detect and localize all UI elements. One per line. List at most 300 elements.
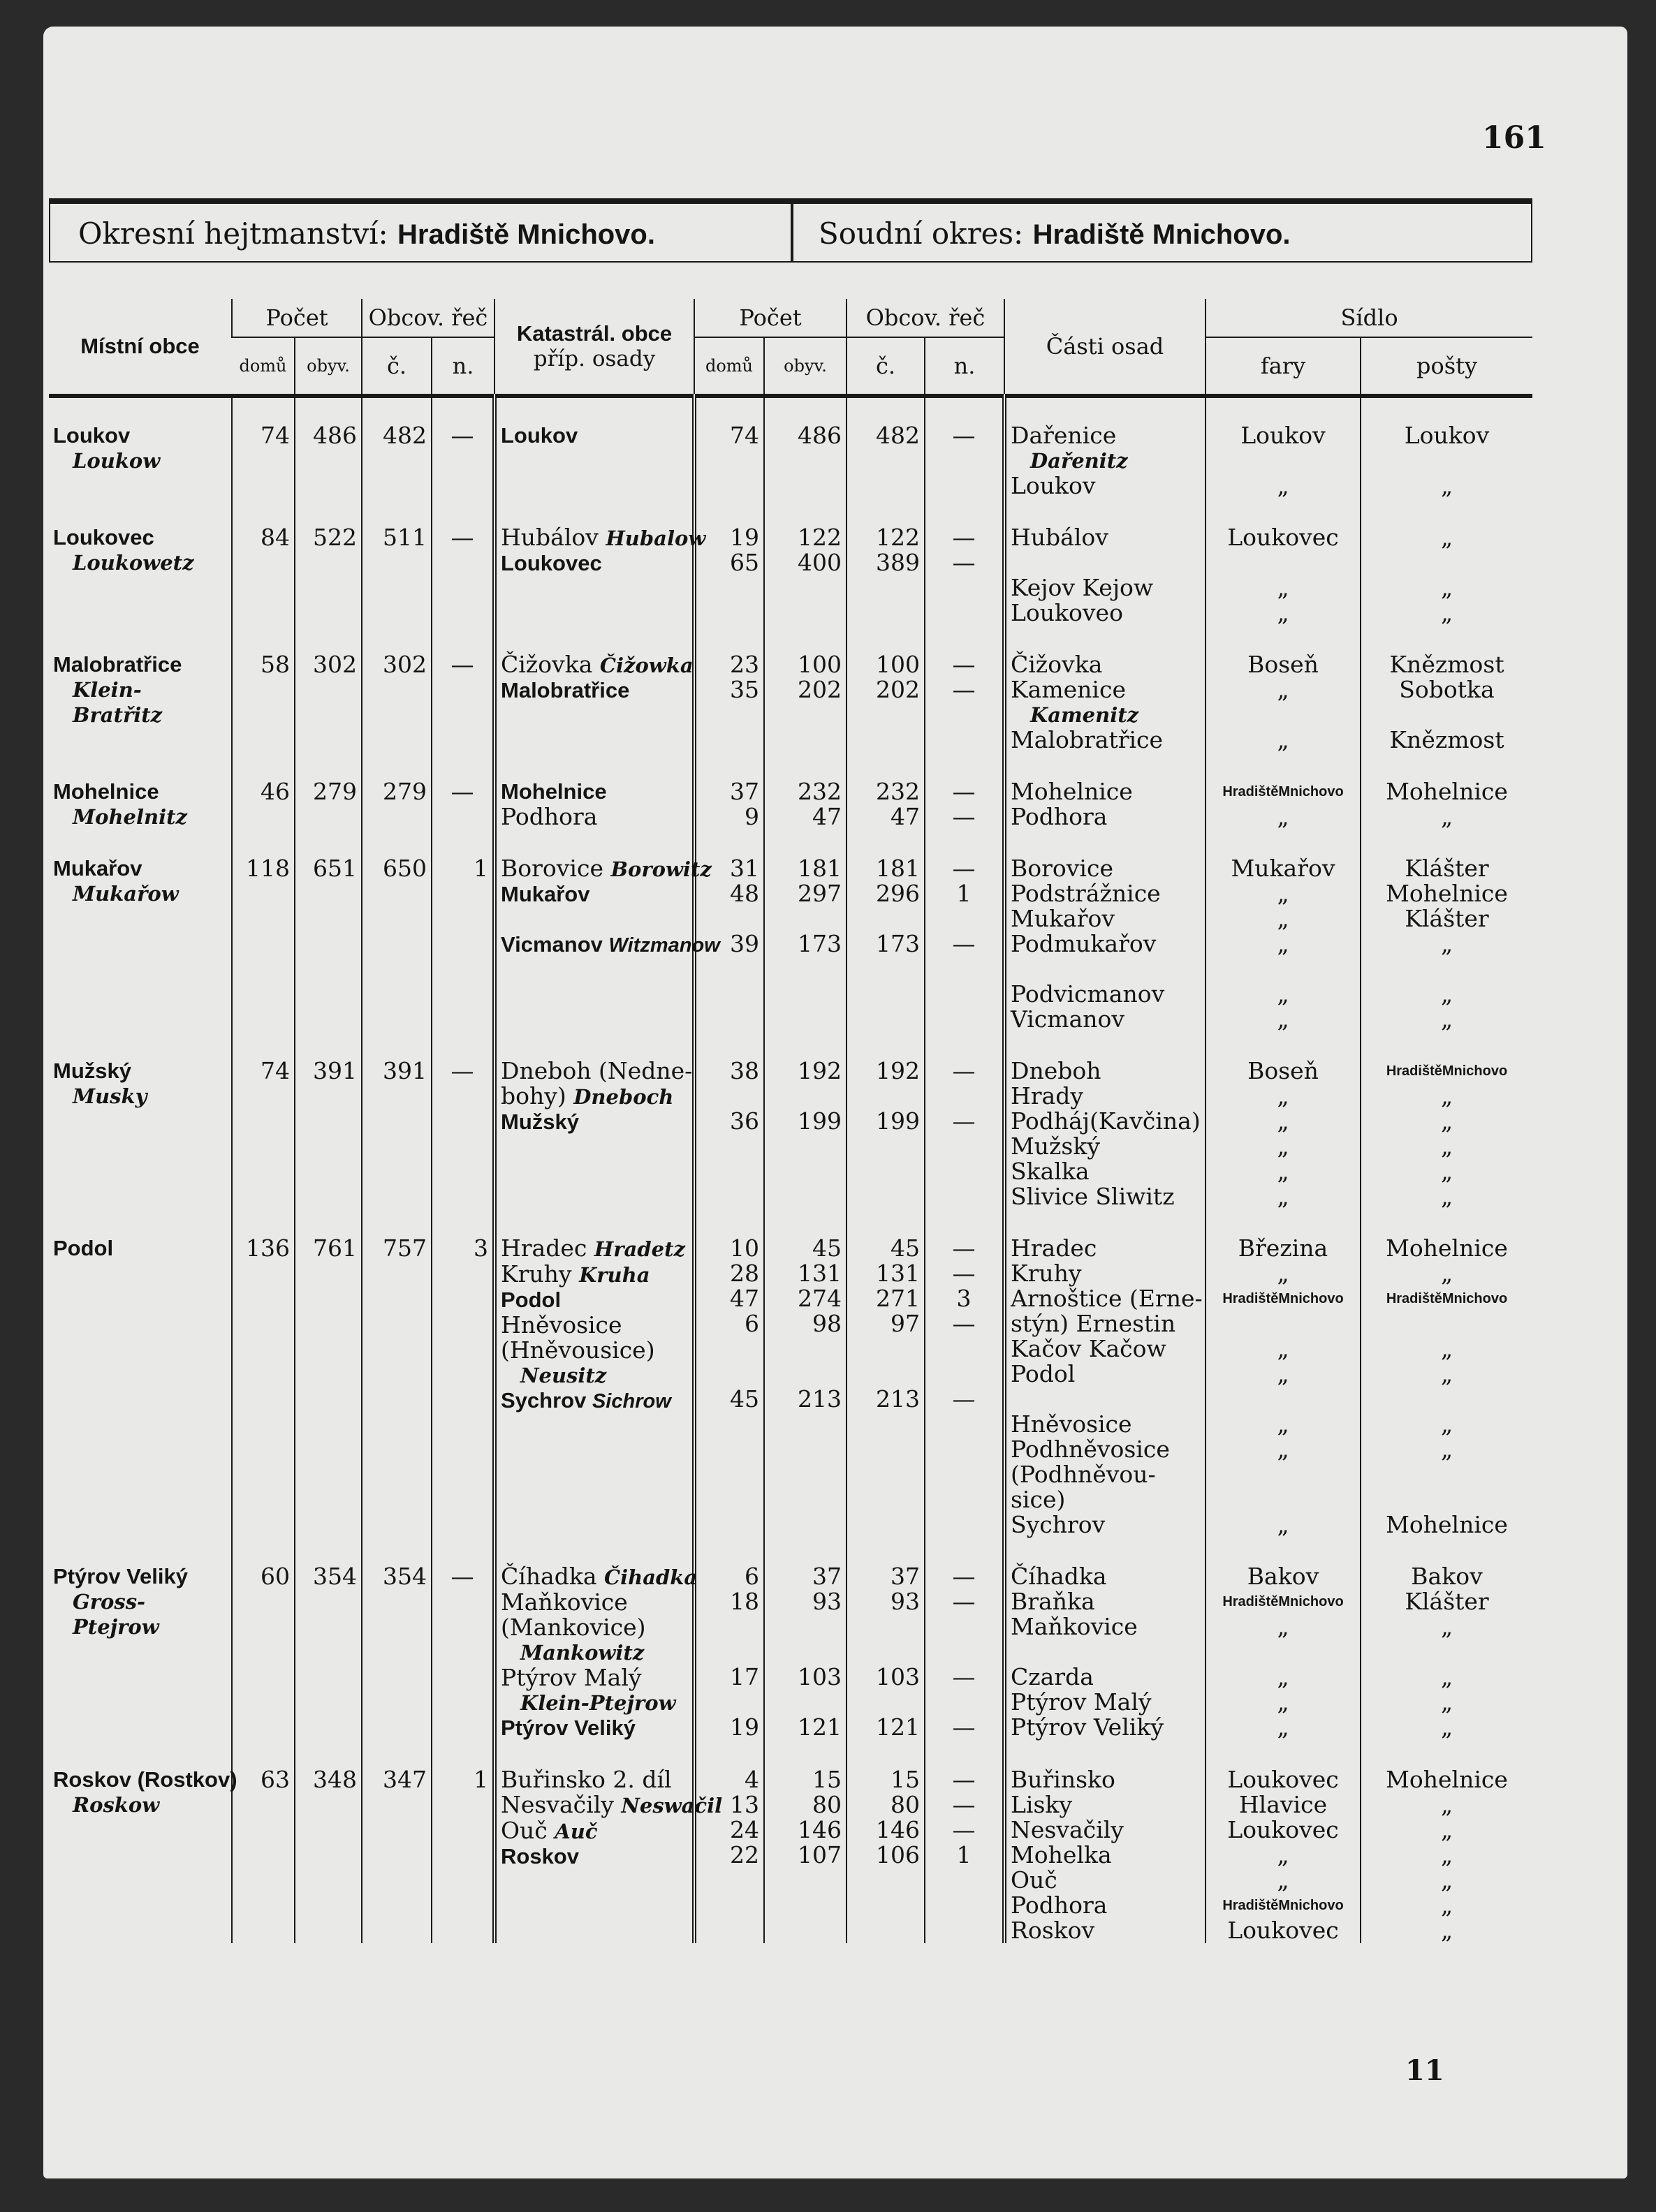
spacer [701,1614,759,1639]
cadastral-name-de: Hradetz [594,1237,685,1261]
cadastral-obyv-value: 400 [798,549,842,576]
parish-seat: „ [1277,803,1289,830]
cadastral-c-value: 93 [891,1588,920,1615]
municipality-name-de: Gross-Ptejrow [73,1590,159,1639]
settlement-part: Dařenice [1011,422,1117,449]
cadastral-c [847,830,925,1032]
cadastral-n-value: 1 [956,1841,972,1868]
municipality-cell [49,753,232,830]
cadastral-domu-value: 48 [730,880,759,907]
parish-seat: Boseň [1247,1057,1319,1084]
cadastral-cell [494,626,694,753]
cadastral-name [501,855,712,882]
cadastral-n-value: — [952,422,976,449]
cadastral-name2: (Hněvousice) [501,1336,655,1364]
settlement-part: Skalka [1011,1158,1090,1185]
parish-seat: „ [1277,1335,1289,1362]
parish-seat: „ [1277,1511,1289,1538]
cadastral-n-value: — [952,1791,976,1818]
value: 279 [383,778,427,805]
value: — [450,524,474,551]
post-office-seat: Mohelnice [1386,778,1508,805]
court-district-header [819,216,1291,251]
col-obyv-2: obyv. [764,337,847,396]
parish-seat: „ [1277,1713,1289,1741]
cadastral-name-text: Dneboh (Nedne- [501,1057,693,1084]
value: 511 [383,524,427,551]
cadastral-c [847,1032,925,1209]
parish-cell [1206,753,1361,830]
col-pocet: Počet [232,299,362,337]
value: 522 [313,524,357,551]
cadastral-c-value: 80 [891,1791,920,1818]
value: 354 [383,1563,427,1590]
cadastral-domu-value: 37 [730,778,759,805]
cadastral-obyv-value: 107 [798,1841,842,1868]
cadastral-n-value: — [952,1713,976,1741]
cadastral-obyv-value: 274 [798,1285,842,1312]
cadastral-domu [694,499,764,626]
post-office-cell [1361,1209,1532,1538]
cadastral-name-de: Klein-Ptejrow [520,1691,676,1715]
post-office-seat: „ [1440,1082,1453,1109]
cadastral-domu [694,1032,764,1209]
municipality-domu [232,1209,295,1538]
col-obyv: obyv. [295,337,362,396]
municipality-cell [49,626,232,753]
spacer [930,1362,998,1387]
col-casti-osad: Části osad [1004,299,1206,396]
spacer [769,1362,842,1387]
spacer [701,1690,759,1715]
settlement-parts-cell [1004,1032,1206,1209]
post-office-cell [1361,396,1532,499]
cadastral-c-value: 232 [876,778,920,805]
cadastral-n [925,1538,1004,1741]
cadastral-obyv [764,753,847,830]
parish-seat: „ [1277,1005,1289,1033]
cadastral-domu-value: 38 [730,1057,759,1084]
post-office-seat: „ [1440,1917,1453,1944]
post-office-seat: „ [1440,1183,1453,1210]
settlement-part: Kejov Kejow [1011,574,1154,601]
spacer [769,1639,842,1665]
post-office-seat: HradištěMnichovo [1386,1291,1508,1306]
cadastral-n [925,626,1004,753]
post-office-seat: Loukov [1404,422,1490,449]
value: 136 [246,1234,290,1262]
settlement-part: Hrady [1011,1082,1083,1109]
cadastral-obyv-value: 15 [812,1766,842,1793]
cadastral-name-text: Ptýrov Malý [501,1664,642,1691]
cadastral-c-value: 173 [876,930,920,957]
col-mistni-obce: Místní obce [49,299,232,396]
post-office-seat: Mohelnice [1386,880,1508,907]
cadastral-name-text: Vicmanov [501,932,603,957]
cadastral-name [501,1767,688,1792]
settlement-part [1011,957,1201,982]
settlement-part: Lisky [1011,1791,1073,1818]
cadastral-name [501,932,720,958]
table-row [49,1032,1532,1209]
parish-seat [1210,448,1356,473]
settlement-part: sice) [1011,1486,1066,1513]
settlement-part: Malobratřice [1011,726,1164,753]
parish-seat [1210,1639,1356,1665]
cadastral-name [501,882,688,907]
post-office-seat: „ [1440,1713,1453,1741]
value: 60 [261,1563,290,1590]
parish-seat: „ [1277,1663,1289,1690]
parish-seat: „ [1277,1183,1289,1210]
municipality-name-de: Musky [73,1084,147,1108]
settlement-part: Braňka [1011,1588,1095,1615]
post-office-seat: „ [1440,1260,1453,1287]
value: 74 [261,1057,290,1084]
parish-seat: HradištěMnichovo [1222,1594,1344,1609]
cadastral-name-text: Podol [501,1288,562,1312]
spacer [930,1336,998,1362]
parish-cell [1206,499,1361,626]
post-office-seat: „ [1440,1335,1453,1362]
cadastral-domu-value: 31 [730,855,759,882]
cadastral-cell [494,499,706,626]
cadastral-obyv-value: 121 [798,1713,842,1741]
table-row [49,753,1532,830]
parish-seat: Loukovec [1227,1917,1339,1944]
post-office-seat: „ [1440,1107,1453,1135]
cadastral-n [925,830,1004,1032]
cadastral-obyv [764,1741,847,1943]
cadastral-n-value: — [952,1234,976,1262]
settlement-part: Loukov [1011,472,1096,499]
cadastral-obyv-value: 199 [798,1107,842,1135]
district-label: Okresní hejtmanství: [78,216,388,251]
cadastral-name-text: Podhora [501,803,598,830]
table-row [49,830,1532,1032]
value: 74 [261,422,290,449]
value: — [450,1057,474,1084]
cadastral-c [847,753,925,830]
parish-seat: „ [1277,1107,1289,1135]
post-office-seat: Klášter [1405,905,1489,932]
cadastral-domu-value: 10 [730,1234,759,1262]
cadastral-domu-value: 47 [730,1285,759,1312]
spacer [701,1362,759,1387]
municipality-c [362,396,432,499]
col-obcov-rec-2: Obcov. řeč [847,299,1004,337]
cadastral-name-de: Kruha [579,1263,650,1287]
settlement-part: Arnoštice (Erne- [1011,1285,1203,1312]
settlement-parts-cell [1004,1209,1206,1538]
post-office-cell [1361,626,1532,753]
cadastral-cell [494,1741,723,1943]
municipality-domu [232,396,295,499]
settlement-part: Mukařov [1011,905,1115,932]
table-row [49,499,1532,626]
value: 118 [246,855,290,882]
municipality-name-de: Loukowetz [73,551,194,575]
cadastral-name [501,678,688,703]
cadastral-name [501,1288,688,1313]
parish-seat: „ [1277,472,1289,499]
cadastral-n [925,396,1004,499]
post-office-seat: „ [1440,1436,1453,1463]
municipality-cell [49,396,232,499]
cadastral-obyv [764,830,847,1032]
header-divider [791,204,793,261]
parish-seat: „ [1277,1688,1289,1716]
settlement-part: Mužský [1011,1133,1101,1160]
post-office-seat: „ [1440,1791,1453,1818]
post-office-seat [1365,1311,1528,1336]
cadastral-obyv [764,1538,847,1741]
cadastral-cell [494,1209,694,1538]
post-office-seat: „ [1440,574,1453,601]
settlement-part: Nesvačily [1011,1816,1124,1843]
cadastral-name [501,1791,723,1818]
value: 3 [474,1234,488,1262]
municipality-domu [232,1538,295,1741]
settlement-part: Podhněvosice [1011,1436,1170,1463]
municipality-name: Mohelnice [53,779,159,804]
settlement-part: Mohelnice [1011,778,1133,805]
settlement-part: Hněvosice [1011,1410,1132,1438]
parish-cell [1206,1741,1361,1943]
col-n: n. [432,337,494,396]
parish-seat: „ [1277,1260,1289,1287]
settlement-part: Kamenitz [1030,703,1139,727]
municipality-name-de: Klein-Bratřitz [73,678,163,727]
cadastral-domu-value: 35 [730,676,759,703]
spacer [930,1690,998,1715]
cadastral-domu-value: 4 [745,1766,759,1793]
cadastral-n-value: — [952,1766,976,1793]
spacer [701,906,759,931]
cadastral-name [501,1844,688,1869]
spacer [851,1690,920,1715]
parish-seat: Mukařov [1231,855,1335,882]
parish-cell [1206,1209,1361,1538]
post-office-seat: Sobotka [1399,676,1495,703]
municipality-name-de: Mohelnitz [73,805,187,829]
cadastral-name-cont [501,1615,688,1640]
col-c-2: č. [847,337,925,396]
cadastral-c-value: 146 [876,1816,920,1843]
cadastral-name [501,524,706,551]
post-office-seat: „ [1440,524,1453,551]
post-office-seat: „ [1440,980,1453,1008]
cadastral-n-value: — [952,549,976,576]
cadastral-obyv-value: 232 [798,778,842,805]
post-office-seat [1365,448,1528,473]
settlement-part: Maňkovice [1011,1613,1138,1640]
settlement-part: Mohelka [1011,1841,1112,1868]
cadastral-name-de: Mankowitz [520,1641,645,1665]
parish-seat: HradištěMnichovo [1222,1291,1344,1306]
value: 757 [383,1234,427,1262]
settlement-part: Hubálov [1011,524,1108,551]
settlement-part: Vicmanov [1011,1005,1125,1033]
cadastral-obyv-value: 202 [798,676,842,703]
cadastral-c [847,1741,925,1943]
municipality-domu [232,753,295,830]
parish-seat [1210,1462,1356,1487]
cadastral-name [501,651,694,678]
cadastral-n-value: — [952,1816,976,1843]
cadastral-n-value: — [952,524,976,551]
cadastral-obyv-value: 37 [812,1563,842,1590]
cadastral-domu-value: 9 [745,803,759,830]
post-office-cell [1361,830,1532,1032]
value: 1 [474,855,488,882]
cadastral-name-text: Číhadka [501,1563,597,1590]
settlement-part: Ptýrov Veliký [1011,1713,1164,1741]
post-office-seat: „ [1440,1005,1453,1033]
cadastral-n-value: — [952,930,976,957]
municipality-c [362,1209,432,1538]
parish-seat: „ [1277,1410,1289,1438]
cadastral-n [925,499,1004,626]
cadastral-obyv-value: 45 [812,1234,842,1262]
cadastral-obyv-value: 100 [798,651,842,678]
post-office-seat: „ [1440,1133,1453,1160]
cadastral-obyv [764,499,847,626]
parish-cell [1206,396,1361,499]
parish-seat: „ [1277,676,1289,703]
cadastral-obyv-value: 181 [798,855,842,882]
cadastral-obyv [764,1032,847,1209]
value: 347 [383,1766,427,1793]
cadastral-name-de: Neusitz [520,1364,607,1387]
cadastral-domu-value: 6 [745,1310,759,1337]
cadastral-n-value: — [952,676,976,703]
cadastral-name [501,779,688,804]
settlement-part: Podhora [1011,803,1108,830]
cadastral-name-de: Neswačil [621,1794,723,1817]
col-fary: fary [1206,337,1361,396]
cadastral-name [501,1313,688,1338]
spacer [851,1084,920,1109]
parish-seat: Boseň [1247,651,1319,678]
post-office-seat: „ [1440,1892,1453,1919]
parish-seat: „ [1277,1360,1289,1387]
value: — [450,422,474,449]
municipality-cell [49,1538,232,1741]
value: 482 [383,422,427,449]
census-table [49,299,1532,1943]
post-office-seat: „ [1440,1158,1453,1185]
cadastral-name-text: Hněvosice [501,1311,622,1339]
spacer [701,1084,759,1109]
cadastral-domu [694,1209,764,1538]
cadastral-name [501,1236,688,1262]
cadastral-name-text: Loukov [501,423,578,448]
parish-cell [1206,626,1361,753]
settlement-part [1011,1639,1201,1665]
cadastral-name-text: Maňkovice [501,1588,628,1616]
spacer [769,1336,842,1362]
cadastral-name-text: Kruhy [501,1260,572,1288]
parish-seat: „ [1277,905,1289,932]
settlement-part: Ouč [1011,1866,1057,1894]
municipality-domu [232,1741,295,1943]
settlement-part [1011,1387,1201,1412]
cadastral-name-de: Čihadka [604,1565,698,1589]
value: 302 [313,651,357,678]
cadastral-domu-value: 65 [730,549,759,576]
cadastral-name-de: Auč [555,1820,598,1843]
post-office-seat: „ [1440,1360,1453,1387]
municipality-obyv [295,753,362,830]
cadastral-obyv-value: 173 [798,930,842,957]
value: 58 [261,651,290,678]
cadastral-c-value: 482 [876,422,920,449]
cadastral-name-text: Sychrov [501,1388,587,1413]
cadastral-c-value: 389 [876,549,920,576]
cadastral-n-value: — [952,855,976,882]
parish-seat: HradištěMnichovo [1222,784,1344,799]
spacer [769,1614,842,1639]
parish-seat: „ [1277,1133,1289,1160]
cadastral-name [501,1818,688,1844]
municipality-cell [49,1032,232,1209]
post-office-cell [1361,1741,1532,1943]
cadastral-domu-value: 19 [730,524,759,551]
municipality-name-de: Loukow [73,449,161,473]
value: 761 [313,1234,357,1262]
municipality-cell [49,830,232,1032]
post-office-seat: Klášter [1405,1588,1489,1615]
cadastral-cell [494,753,694,830]
cadastral-obyv-value: 80 [812,1791,842,1818]
cadastral-obyv [764,396,847,499]
header-box [49,198,1532,263]
parish-seat: Hlavice [1238,1791,1328,1818]
municipality-name: Roskov (Rostkov) [53,1767,237,1792]
cadastral-name-cont [501,1338,688,1363]
parish-seat: „ [1277,1082,1289,1109]
municipality-c [362,499,432,626]
cadastral-domu-value: 13 [730,1791,759,1818]
cadastral-c-value: 192 [876,1057,920,1084]
post-office-seat: „ [1440,472,1453,499]
cadastral-n-value: — [952,1563,976,1590]
parish-cell [1206,830,1361,1032]
cadastral-c-value: 202 [876,676,920,703]
cadastral-c-value: 103 [876,1663,920,1690]
cadastral-domu [694,753,764,830]
post-office-seat [1365,1487,1528,1512]
municipality-c [362,1032,432,1209]
table-body [49,396,1532,1943]
settlement-part: Podháj(Kavčina) [1011,1107,1201,1135]
parish-seat: „ [1277,1866,1289,1894]
cadastral-obyv-value: 98 [812,1310,842,1337]
parish-seat: „ [1277,1841,1289,1868]
value: — [450,651,474,678]
cadastral-name [501,1388,688,1414]
post-office-cell [1361,753,1532,830]
settlement-part: Podol [1011,1360,1076,1387]
spacer [701,1336,759,1362]
municipality-name-de: Roskow [73,1793,160,1817]
settlement-part: stýn) Ernestin [1011,1310,1176,1337]
cadastral-c-value: 45 [891,1234,920,1262]
table-row [49,1209,1532,1538]
settlement-part: Podvicmanov [1011,980,1165,1008]
municipality-n [432,830,494,1032]
